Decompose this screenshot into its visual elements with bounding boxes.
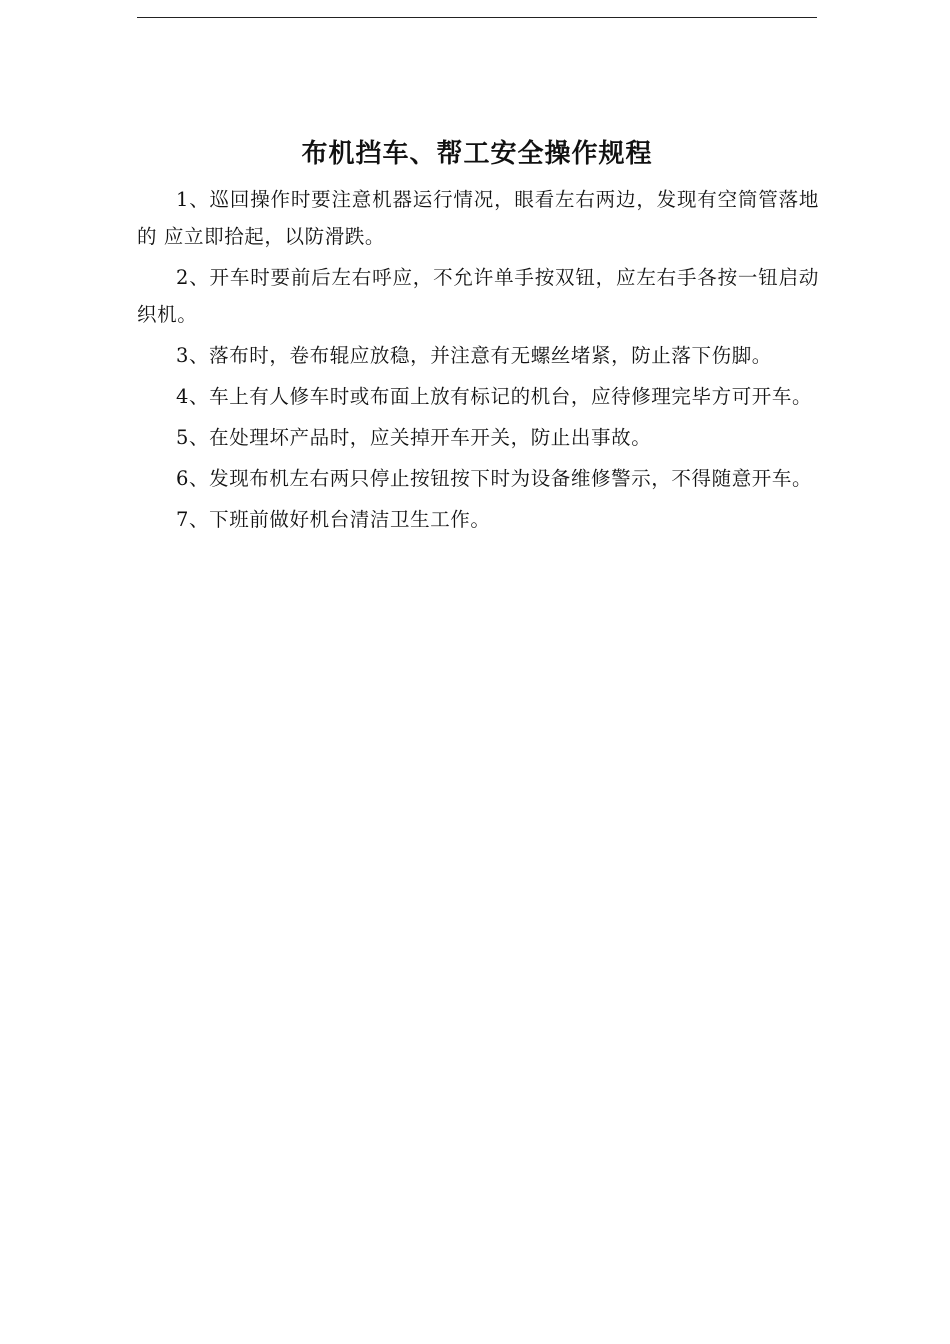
rule-paragraph-1: 1、巡回操作时要注意机器运行情况，眼看左右两边，发现有空筒管落地的 应立即拾起，以防滑跌。	[137, 188, 819, 248]
rule-paragraph-6: 6、发现布机左右两只停止按钮按下时为设备维修警示，不得随意开车。	[176, 467, 813, 490]
rule-paragraph-7: 7、下班前做好机台清洁卫生工作。	[176, 508, 491, 531]
rule-paragraph-5: 5、在处理坏产品时，应关掉开车开关，防止出事故。	[176, 426, 652, 449]
document-body	[137, 181, 819, 542]
header-rule	[137, 17, 817, 18]
rule-paragraph-3: 3、落布时，卷布辊应放稳，并注意有无螺丝堵紧，防止落下伤脚。	[176, 344, 772, 367]
rule-paragraph-2: 2、开车时要前后左右呼应，不允许单手按双钮，应左右手各按一钮启动织机。	[137, 266, 819, 326]
document-title: 布机挡车、帮工安全操作规程	[301, 139, 653, 169]
rule-paragraph-4: 4、车上有人修车时或布面上放有标记的机台，应待修理完毕方可开车。	[176, 385, 813, 408]
